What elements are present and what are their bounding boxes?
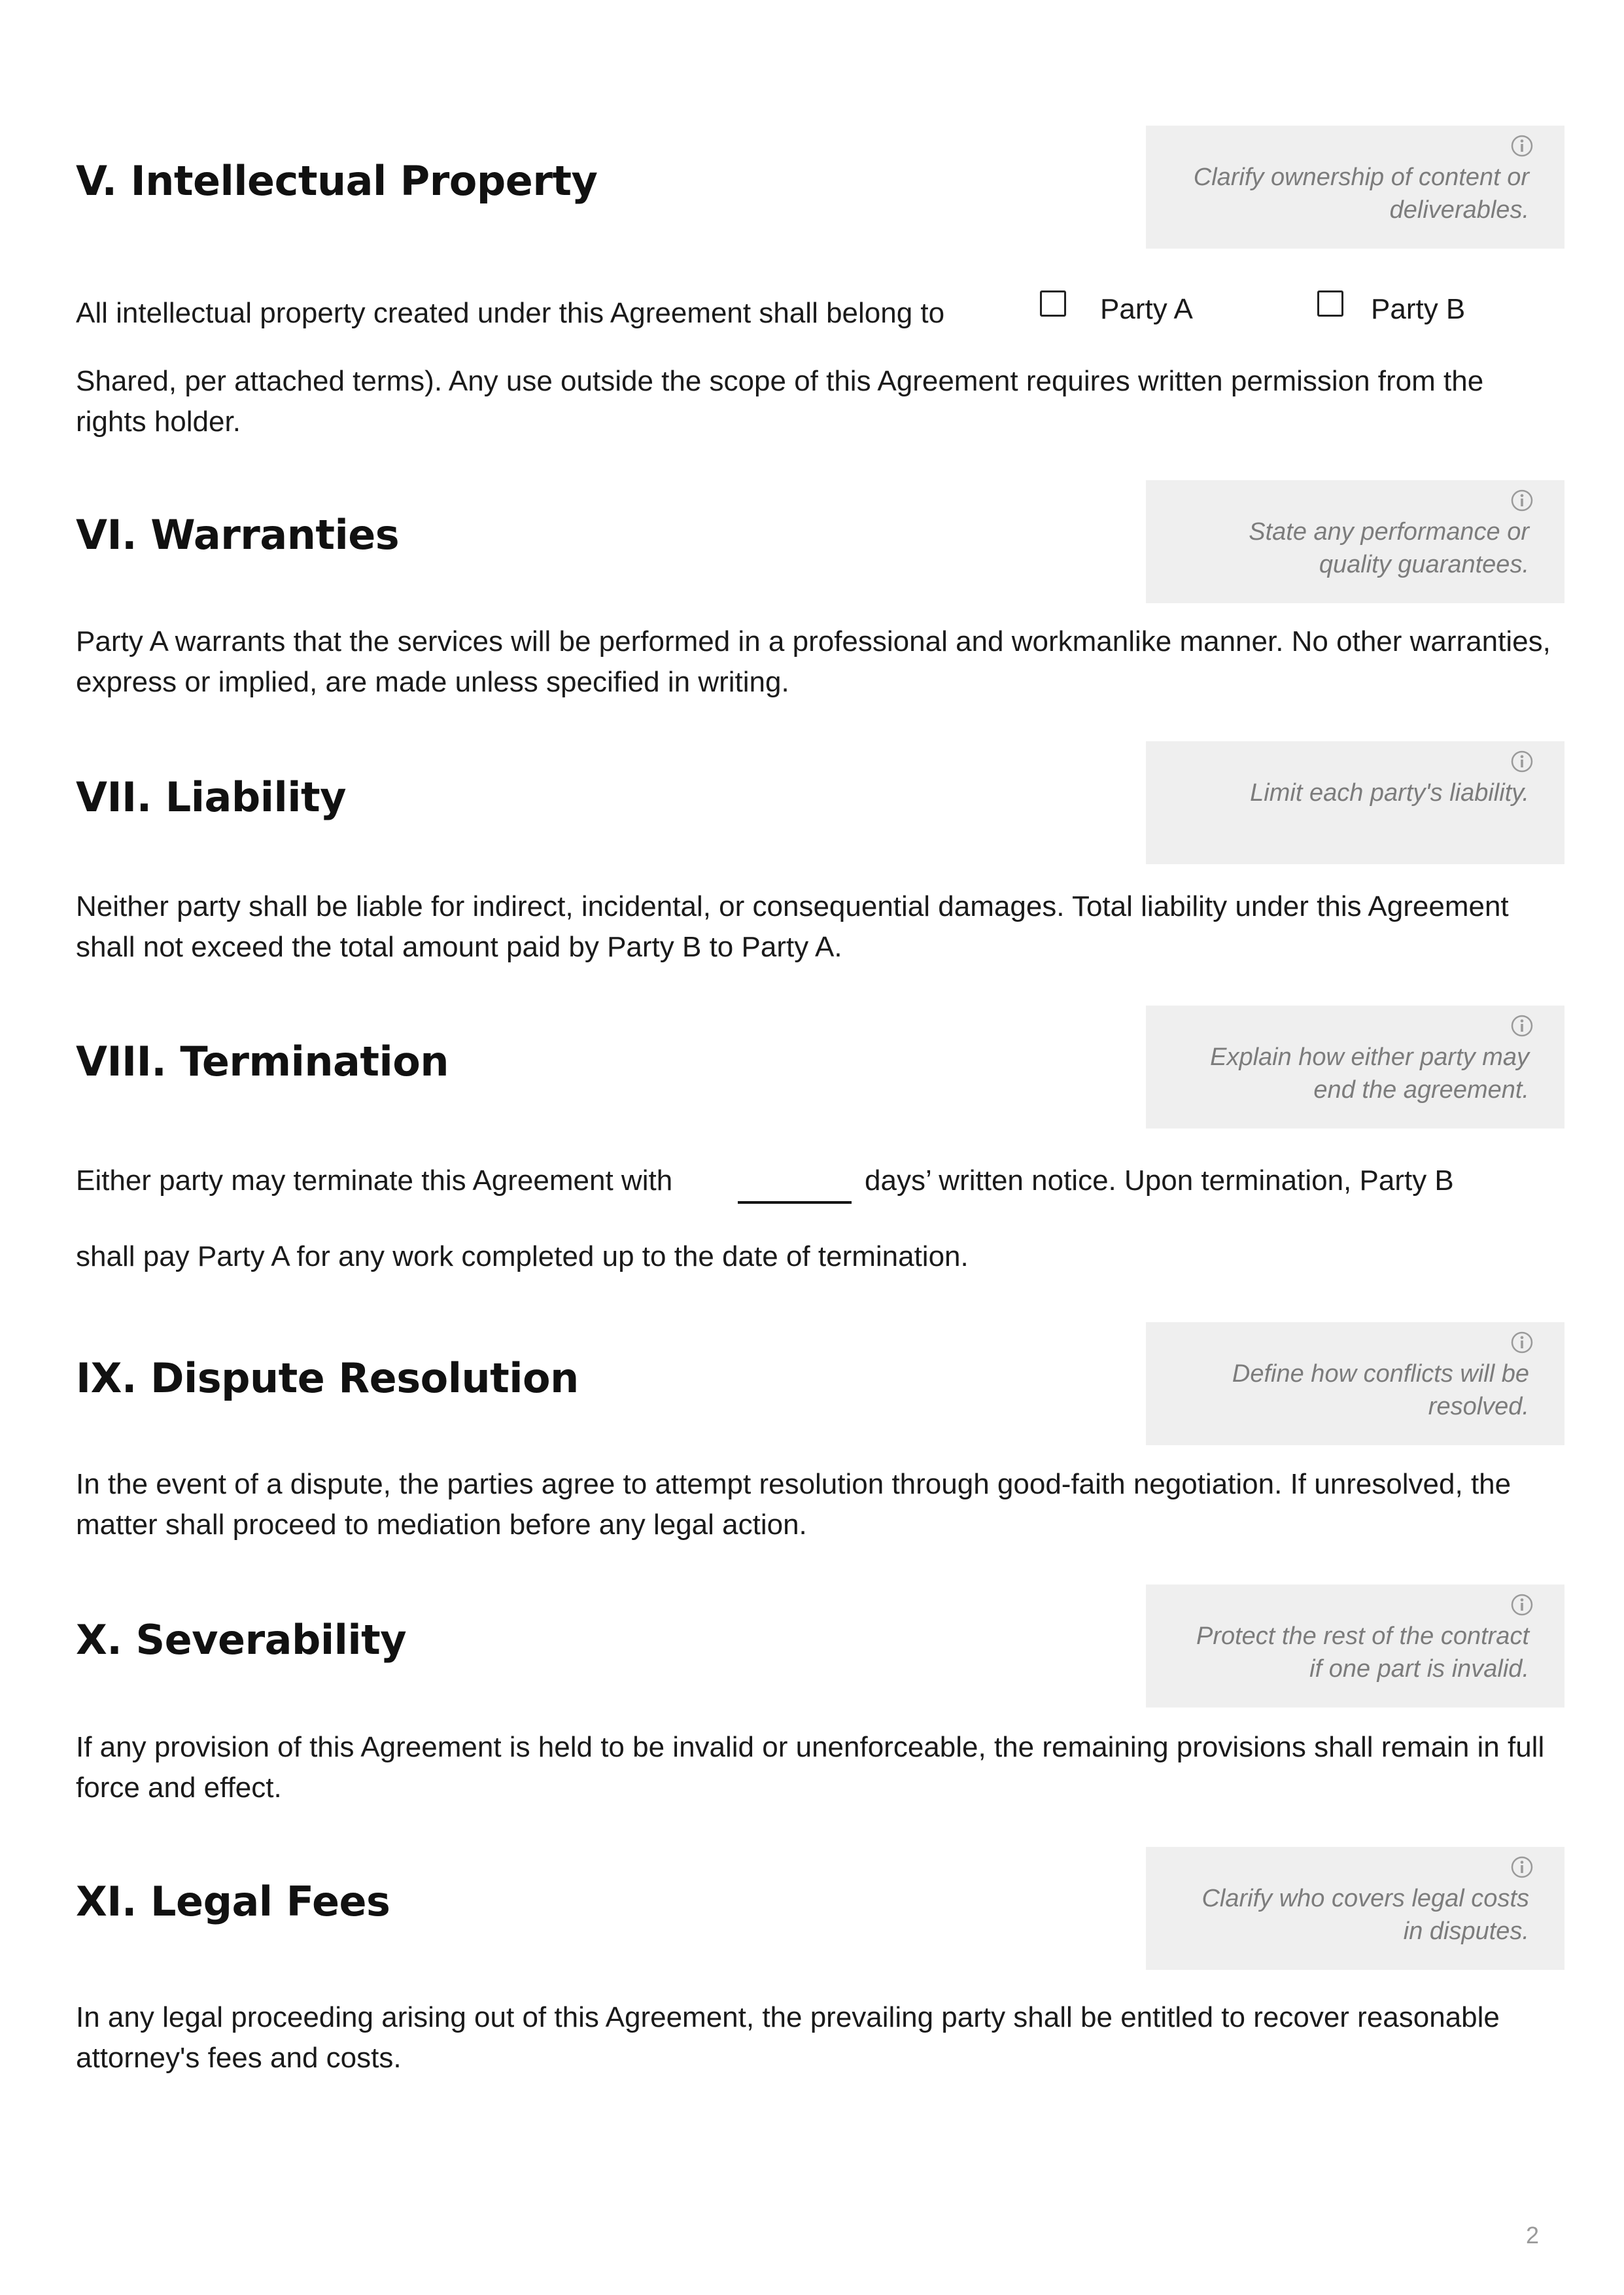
- party-b-option-label: Party B: [1371, 293, 1466, 325]
- guidance-note-text: Protect the rest of the contract if one part is invalid.: [1196, 1622, 1529, 1683]
- section-body: Party A warrants that the services will be performed in a professional and workmanlike manner. No other warranties, express or implied, are made unless specified in writing.: [76, 625, 1551, 698]
- info-icon: [1511, 750, 1533, 773]
- section-body: shall pay Party A for any work completed up to the date of termination.: [76, 1240, 969, 1272]
- section-heading: IX. Dispute Resolution: [76, 1354, 579, 1402]
- termination-lead-text: Either party may terminate this Agreement with: [76, 1165, 673, 1197]
- guidance-note-text: Clarify ownership of content or deliverables.: [1193, 164, 1529, 224]
- section-body: In the event of a dispute, the parties agree to attempt resolution through good-faith negotiation. If unresolved, the matter shall proceed to mediation before any legal action.: [76, 1468, 1512, 1541]
- section-heading: VIII. Termination: [76, 1038, 449, 1085]
- guidance-note-text: State any performance or quality guarantees.: [1249, 518, 1529, 578]
- party-b-checkbox[interactable]: [1317, 290, 1343, 317]
- guidance-note: [1146, 480, 1564, 603]
- info-icon: [1511, 135, 1533, 157]
- guidance-note-text: Limit each party's liability.: [1250, 779, 1529, 807]
- info-icon: [1511, 1856, 1533, 1878]
- section-body: If any provision of this Agreement is held to be invalid or unenforceable, the remaining provisions shall remain in full force and effect.: [76, 1731, 1545, 1804]
- info-icon: [1511, 1015, 1533, 1037]
- section-heading: X. Severability: [76, 1616, 407, 1664]
- guidance-note: [1146, 741, 1564, 864]
- info-icon: [1511, 1594, 1533, 1616]
- page-number: 2: [1525, 2222, 1539, 2249]
- section-heading: VII. Liability: [76, 773, 347, 821]
- guidance-note-text: Clarify who covers legal costs in disputes.: [1201, 1885, 1529, 1945]
- guidance-note-text: Define how conflicts will be resolved.: [1232, 1360, 1529, 1420]
- section-heading: VI. Warranties: [76, 511, 400, 559]
- guidance-note: [1146, 1006, 1564, 1129]
- ip-ownership-lead-text: All intellectual property created under this Agreement shall belong to: [76, 297, 945, 329]
- section-body: Shared, per attached terms). Any use outside the scope of this Agreement requires written permission from the rights holder.: [76, 365, 1484, 438]
- guidance-note: [1146, 126, 1564, 249]
- info-icon: [1511, 1331, 1533, 1354]
- guidance-note: [1146, 1585, 1564, 1708]
- section-heading: XI. Legal Fees: [76, 1878, 390, 1925]
- party-a-checkbox[interactable]: [1040, 290, 1066, 317]
- party-a-option-label: Party A: [1100, 293, 1193, 325]
- termination-trail-text: days’ written notice. Upon termination, Party B: [865, 1165, 1454, 1197]
- section-body: In any legal proceeding arising out of this Agreement, the prevailing party shall be entitled to recover reasonable attorney's fees and costs.: [76, 2001, 1500, 2074]
- guidance-note: [1146, 1322, 1564, 1445]
- info-icon: [1511, 489, 1533, 512]
- guidance-note: [1146, 1847, 1564, 1970]
- section-body: Neither party shall be liable for indirect, incidental, or consequential damages. Total liability under this Agreement shall not exceed the total amount paid by Party B to Party A.: [76, 890, 1509, 963]
- guidance-note-text: Explain how either party may end the agreement.: [1210, 1043, 1529, 1104]
- notice-days-blank-field[interactable]: [738, 1201, 852, 1204]
- section-heading: V. Intellectual Property: [76, 157, 598, 205]
